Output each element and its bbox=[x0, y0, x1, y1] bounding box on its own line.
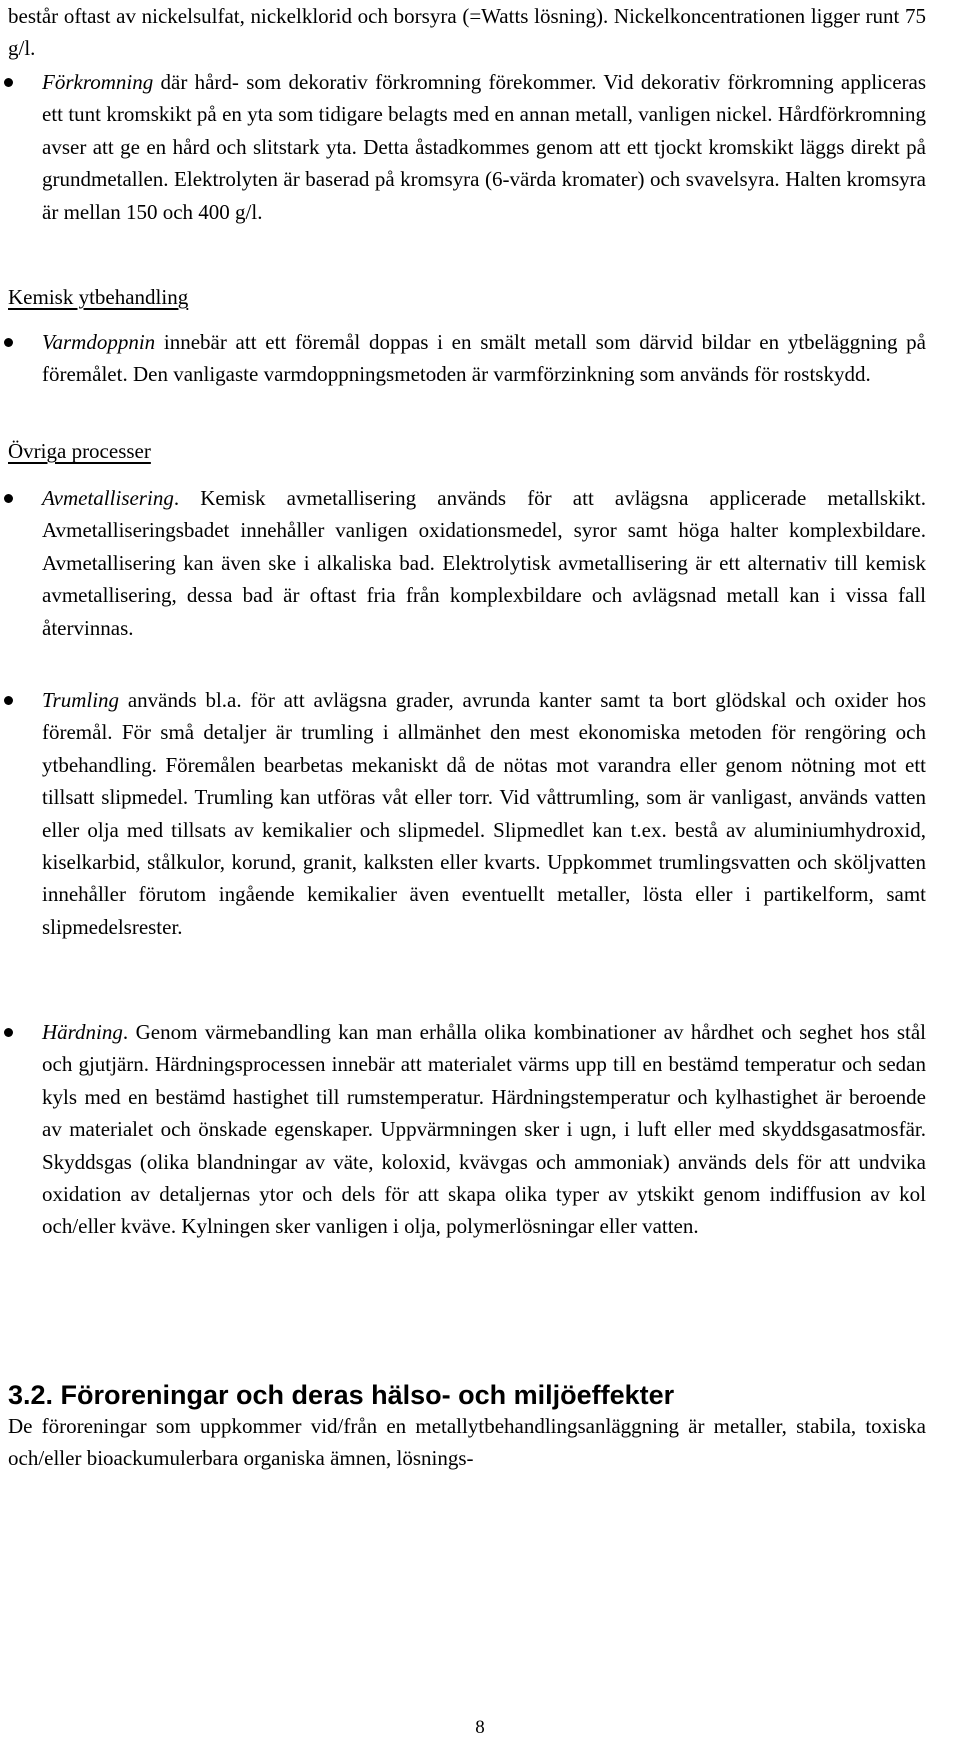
list-item-text bbox=[42, 326, 926, 391]
list-item-text bbox=[42, 684, 926, 943]
list-item-text bbox=[42, 66, 926, 228]
list-item-body: används bl.a. för att avlägsna grader, avrunda kanter samt ta bort glödskal och oxider hos föremål. För små detaljer är trumling i allmänhet den mest ekonomiska metoden för rengöring och ytbehandling. Föremålen bearbetas mekaniskt då de nötas mot varandra eller genom nötning mot ett tillsatt slipmedel. Trumling kan utföras våt eller torr. Vid våttrumling, som är vanligast, används vatten eller olja med tillsats av kemikalier och slipmedel. Slipmedlet kan t.ex. bestå av aluminiumhydroxid, kiselkarbid, stålkulor, korund, granit, kalksten eller kvarts. Uppkommet trumlingsvatten och sköljvatten innehåller förutom ingående kemikalier även eventuellt metaller, lösta eller i partikelform, samt slipmedelsrester. bbox=[42, 688, 926, 939]
list-item-body: . Genom värmebandling kan man erhålla olika kombinationer av hårdhet och seghet hos stål och gjutjärn. Härdningsprocessen innebär att materialet värms upp till en bestämd temperatur och sedan kyls med en bestämd hastighet till rumstemperatur. Härdningstemperatur och kylhastighet är beroende av materialet och önskade egenskaper. Uppvärmningen sker i ugn, i luft eller med skyddsgasatmosfär. Skyddsgas (olika blandningar av väte, koloxid, kvävgas och ammoniak) används dels för att undvika oxidation av detaljernas ytor och dels för att skapa olika typer av ytskikt genom indiffusion av kol och/eller kväve. Kylningen sker vanligen i olja, polymerlösningar eller vatten. bbox=[42, 1020, 926, 1239]
list-item-body: innebär att ett föremål doppas i en smält metall som därvid bildar en ytbeläggning på föremålet. Den vanligaste varmdoppningsmetoden är varmförzinkning som används för rostskydd. bbox=[42, 330, 926, 387]
chapter-intro-paragraph: De föroreningar som uppkommer vid/från en metallytbehandlingsanläggning är metaller, stabila, toxiska och/eller bioackumulerbara organiska ämnen, lösnings- bbox=[8, 1414, 926, 1471]
page-number: 8 bbox=[475, 1717, 485, 1738]
list-item-term: Förkromning bbox=[42, 70, 154, 94]
bullet-icon bbox=[4, 338, 13, 347]
list-item-term: Härdning bbox=[42, 1020, 123, 1044]
list-item-term: Trumling bbox=[42, 688, 120, 712]
chapter-heading: 3.2. Föroreningar och deras hälso- och miljöeffekter bbox=[8, 1380, 675, 1410]
bullet-icon bbox=[4, 494, 13, 503]
list-item-text bbox=[42, 1016, 926, 1243]
bullet-icon bbox=[4, 696, 13, 705]
section-heading-kemisk-ytbehandling: Kemisk ytbehandling bbox=[8, 285, 189, 309]
bullet-icon bbox=[4, 1028, 13, 1037]
list-item-term: Varmdoppnin bbox=[42, 330, 156, 354]
list-item-body: där hård- som dekorativ förkromning förekommer. Vid dekorativ förkromning appliceras ett tunt kromskikt på en yta som tidigare belagts med en annan metall, vanligen nickel. Hårdförkromning avser att ge en hård och slitstark yta. Detta åstadkommes genom att ett tjockt kromskikt läggs direkt på grundmetallen. Elektrolyten är baserad på kromsyra (6-värda kromater) och svavelsyra. Halten kromsyra är mellan 150 och 400 g/l. bbox=[42, 70, 926, 224]
section-heading-ovriga-processer: Övriga processer bbox=[8, 439, 151, 463]
list-item-body: . Kemisk avmetallisering används för att avlägsna applicerade metallskikt. Avmetalliseringsbadet innehåller vanligen oxidationsmedel, syror samt höga halter komplexbildare. Avmetallisering kan även ske i alkaliska bad. Elektrolytisk avmetallisering är ett alternativ till kemisk avmetallisering, dessa bad är oftast fria från komplexbildare och avlägsnad metall kan i vissa fall återvinnas. bbox=[42, 486, 926, 640]
bullet-icon bbox=[4, 78, 13, 87]
list-item-term: Avmetallisering bbox=[42, 486, 174, 510]
continuation-paragraph: består oftast av nickelsulfat, nickelklorid och borsyra (=Watts lösning). Nickelkoncentrationen ligger runt 75 g/l. bbox=[8, 4, 926, 61]
list-item-text bbox=[42, 482, 926, 644]
